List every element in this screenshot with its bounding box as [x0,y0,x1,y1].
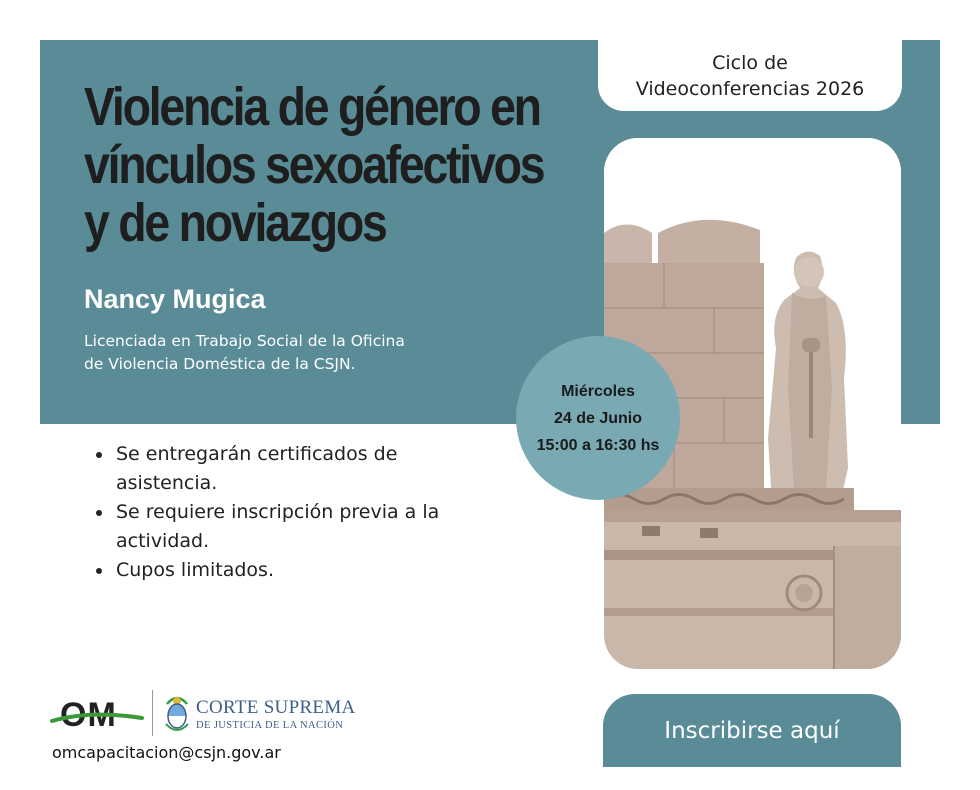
contact-email[interactable]: omcapacitacion@csjn.gov.ar [52,743,281,762]
court-name-line-1: CORTE SUPREMA [196,697,356,718]
info-item-certificates [88,440,508,498]
event-title-line-3: y de noviazgos [84,193,386,253]
register-button[interactable]: Inscribirse aquí [603,694,901,767]
om-logo [50,694,146,734]
info-item-text: Cupos limitados. [116,559,274,581]
date-weekday: Miércoles [561,382,635,400]
event-title [84,77,544,253]
green-swoosh-icon [50,712,146,726]
series-line-2: Videoconferencias 2026 [635,77,865,100]
logo-divider [152,690,153,736]
info-item-text: Se requiere inscripción previa a la [116,501,440,523]
event-title-line-1: Violencia de género en [84,77,540,137]
date-badge [516,336,680,500]
series-label [598,40,902,111]
om-logo-text: OM [60,696,117,734]
event-title-line-2: vínculos sexoafectivos [84,135,544,195]
info-item-text: Se entregarán certificados de [116,443,398,465]
series-line-1: Ciclo de [712,51,788,74]
info-item-text: asistencia. [116,472,218,494]
info-list [88,440,508,585]
date-day: 24 de Junio [553,409,643,427]
court-logo-text [196,697,356,733]
speaker-name: Nancy Mugica [84,284,266,314]
speaker-role-line-2: de Violencia Doméstica de la CSJN. [84,355,356,373]
info-item-registration [88,498,508,556]
date-time: 15:00 a 16:30 hs [536,436,660,454]
info-item-limited [88,556,508,585]
speaker-role [84,330,504,376]
argentina-coat-of-arms-icon [164,694,190,734]
speaker-role-line-1: Licenciada en Trabajo Social de la Oficina [84,332,405,350]
info-item-text: actividad. [116,530,210,552]
court-name-line-2: DE JUSTICIA DE LA NACIÓN [196,720,344,731]
